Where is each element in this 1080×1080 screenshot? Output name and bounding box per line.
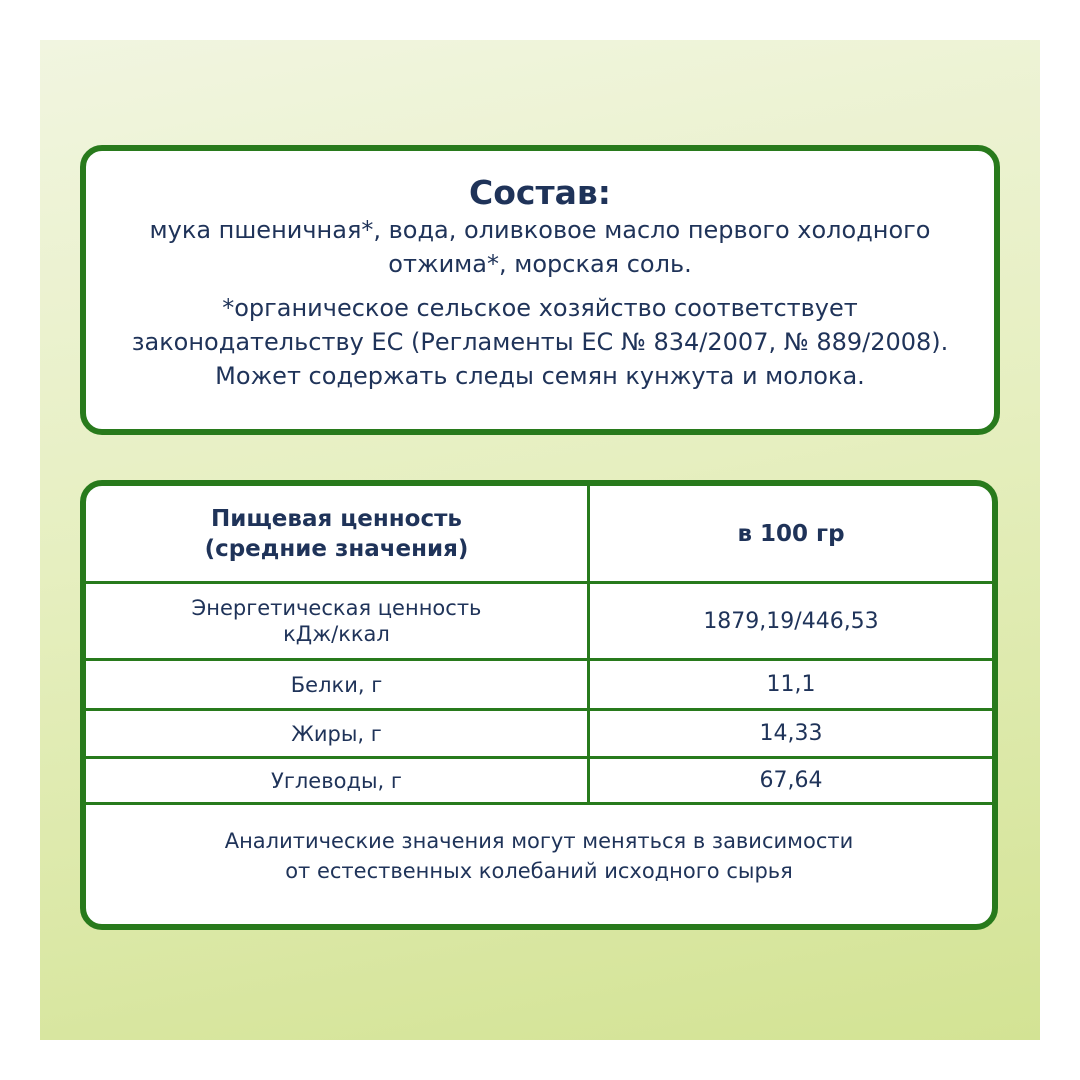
note-line: от естественных колебаний исходного сырья — [285, 859, 793, 883]
note-line: Аналитические значения могут меняться в зависимости — [224, 829, 854, 853]
row-label: Углеводы, г — [86, 759, 590, 802]
header-label-sub: (средние значения) — [204, 535, 469, 562]
table-row — [86, 584, 992, 661]
header-value: в 100 гр — [737, 520, 845, 547]
footnote-line: *органическое сельское хозяйство соответствует — [222, 294, 858, 322]
ingredients-line: отжима*, морская соль. — [388, 250, 692, 278]
row-value: 1879,19/446,53 — [703, 608, 879, 634]
composition-box — [80, 145, 1000, 435]
row-value: 14,33 — [759, 721, 823, 746]
row-label-unit: кДж/ккал — [283, 622, 390, 646]
table-row — [86, 759, 992, 805]
row-label: Жиры, г — [86, 711, 590, 756]
footnote-line: Может содержать следы семян кунжута и молока. — [215, 362, 865, 390]
table-header-row — [86, 486, 992, 584]
nutrition-table — [80, 480, 998, 930]
table-row — [86, 711, 992, 759]
row-label: Энергетическая ценность — [191, 596, 482, 620]
table-row — [86, 661, 992, 711]
composition-title: Состав: — [469, 173, 611, 212]
header-label: Пищевая ценность — [211, 505, 462, 532]
ingredients-line: мука пшеничная*, вода, оливковое масло первого холодного — [149, 216, 931, 244]
row-label: Белки, г — [86, 661, 590, 708]
footnote-line: законодательству ЕС (Регламенты ЕС № 834/2007, № 889/2008). — [131, 328, 949, 356]
table-note — [86, 826, 992, 886]
row-value: 11,1 — [766, 672, 816, 697]
row-value: 67,64 — [759, 768, 823, 793]
